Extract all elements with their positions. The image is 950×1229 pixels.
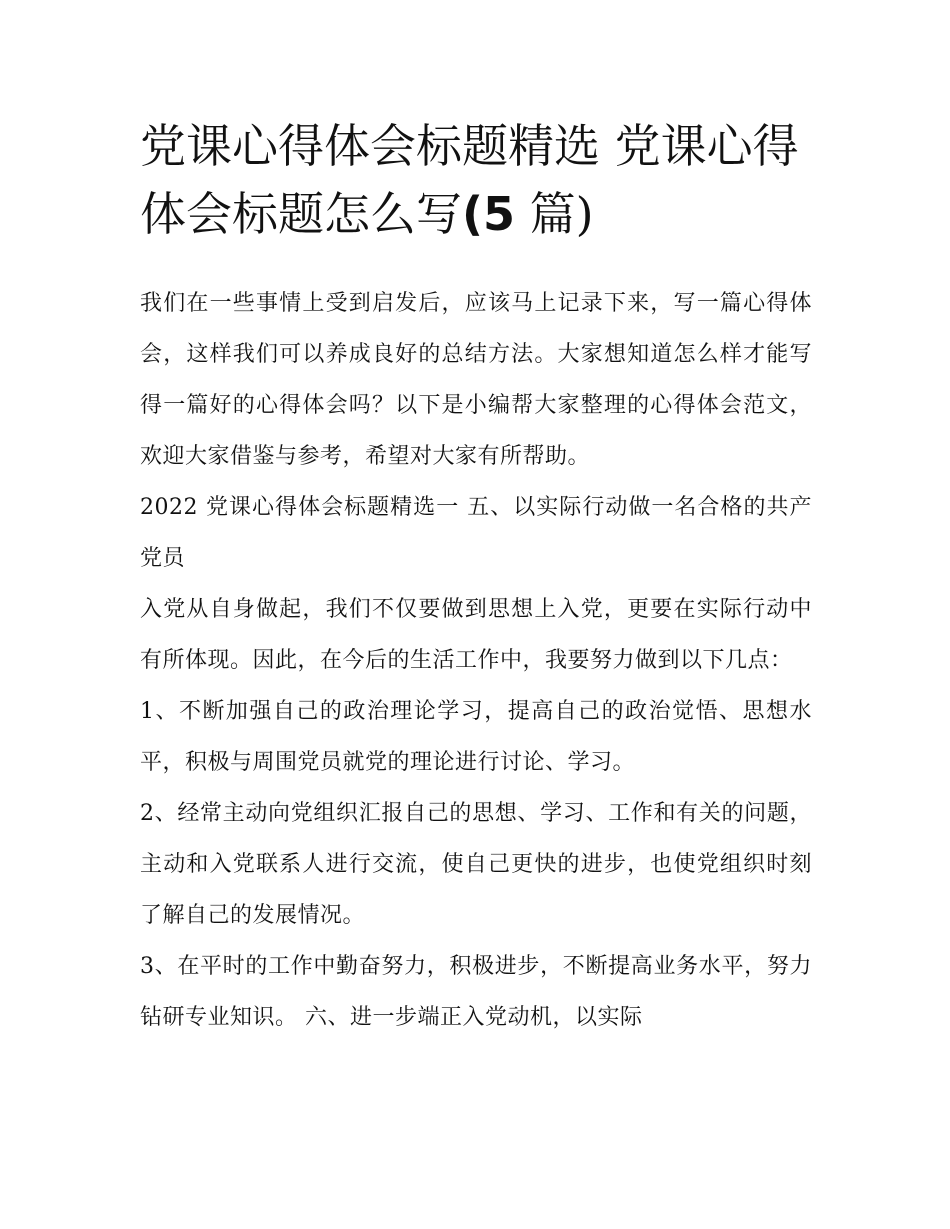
document-body [140, 278, 812, 1043]
title-suffix: 篇) [515, 187, 594, 241]
title-count: (5 [462, 187, 516, 241]
list-item-1: 1、不断加强自己的政治理论学习，提高自己的政治觉悟、思想水平，积极与周围党员就党的理论进行讨论、学习。 [140, 699, 812, 775]
list-item-2: 2、经常主动向党组织汇报自己的思想、学习、工作和有关的问题，主动和入党联系人进行交流，使自己更快的进步，也使党组织时刻了解自己的发展情况。 [140, 801, 812, 928]
document-page [140, 112, 812, 1043]
document-title [140, 112, 812, 248]
list-item-3: 3、在平时的工作中勤奋努力，积极进步，不断提高业务水平，努力钻研专业知识。 六、进一步端正入党动机，以实际 [140, 954, 812, 1030]
body-paragraph: 入党从自身做起，我们不仅要做到思想上入党，更要在实际行动中有所体现。因此，在今后的生活工作中，我要努力做到以下几点： [140, 597, 812, 673]
intro-paragraph: 我们在一些事情上受到启发后，应该马上记录下来，写一篇心得体会，这样我们可以养成良好的总结方法。大家想知道怎么样才能写得一篇好的心得体会吗？以下是小编帮大家整理的心得体会范文，欢迎大家借鉴与参考，希望对大家有所帮助。 [140, 291, 812, 469]
section-heading: 2022 党课心得体会标题精选一 五、以实际行动做一名合格的共产党员 [140, 495, 812, 571]
title-text: 党课心得体会标题精选 党课心得体会标题怎么写 [140, 119, 799, 241]
